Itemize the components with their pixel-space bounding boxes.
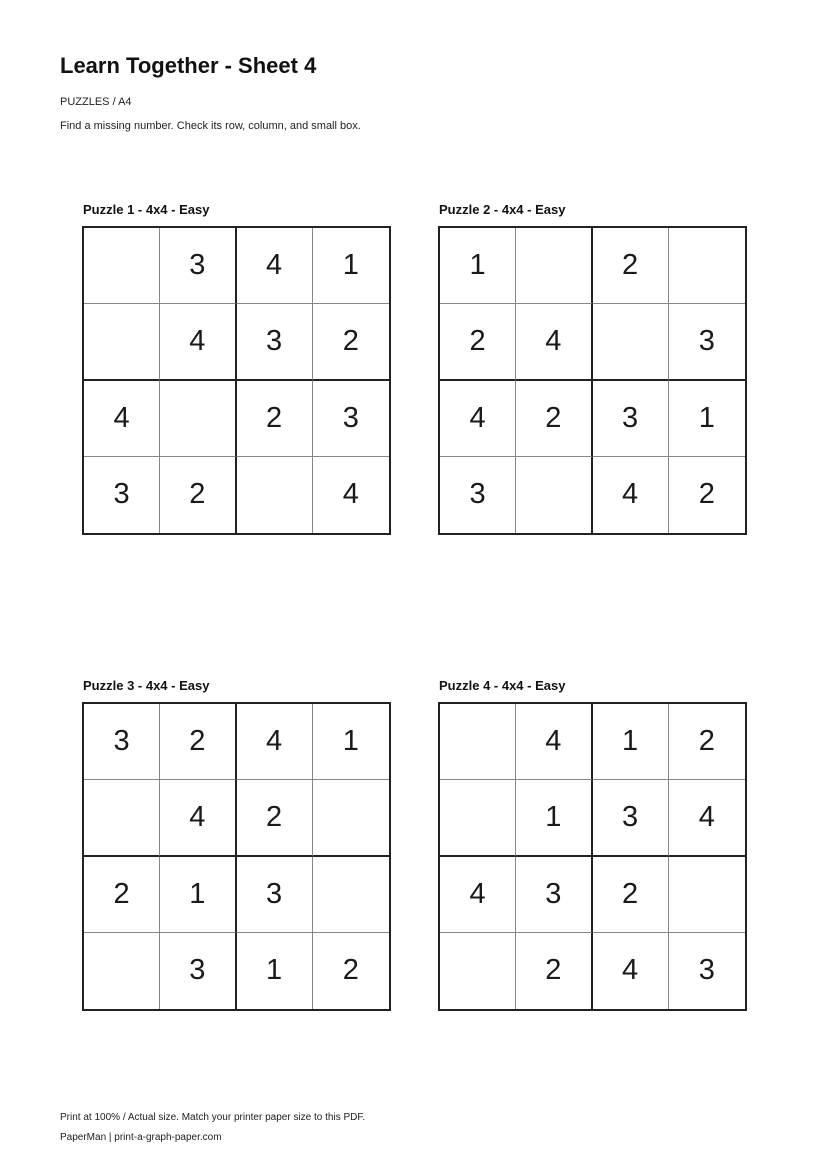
- grid-cell-r2-c3: 3: [593, 780, 669, 856]
- grid-cell-r4-c2: [516, 457, 592, 533]
- grid-cell-r2-c4: [313, 780, 389, 856]
- grid-cell-r3-c1: 4: [440, 857, 516, 933]
- page-subtitle: PUZZLES / A4: [60, 96, 132, 108]
- grid-cell-r3-c1: 4: [84, 381, 160, 457]
- grid-cell-r4-c1: 3: [440, 457, 516, 533]
- grid-cell-r1-c4: 1: [313, 228, 389, 304]
- grid-cell-r3-c4: [313, 857, 389, 933]
- grid-cell-r2-c3: 2: [237, 780, 313, 856]
- grid-cell-r3-c3: 3: [237, 857, 313, 933]
- footer-print-note: Print at 100% / Actual size. Match your printer paper size to this PDF.: [60, 1112, 366, 1123]
- grid-cell-r2-c4: 3: [669, 304, 745, 380]
- grid-cell-r3-c4: 1: [669, 381, 745, 457]
- grid-cell-r2-c4: 4: [669, 780, 745, 856]
- sudoku-grid: [438, 702, 747, 1011]
- footer-brand: PaperMan | print-a-graph-paper.com: [60, 1132, 222, 1143]
- grid-cell-r3-c2: [160, 381, 236, 457]
- grid-cell-r1-c1: [440, 704, 516, 780]
- puzzle-title: Puzzle 1 - 4x4 - Easy: [83, 202, 210, 217]
- puzzle-title: Puzzle 3 - 4x4 - Easy: [83, 678, 210, 693]
- grid-cell-r3-c3: 2: [237, 381, 313, 457]
- grid-cell-r3-c1: 4: [440, 381, 516, 457]
- grid-cell-r1-c3: 4: [237, 228, 313, 304]
- grid-cell-r1-c4: 2: [669, 704, 745, 780]
- grid-cell-r1-c3: 1: [593, 704, 669, 780]
- grid-cell-r2-c3: 3: [237, 304, 313, 380]
- grid-cell-r1-c2: 2: [160, 704, 236, 780]
- grid-cell-r2-c3: [593, 304, 669, 380]
- grid-cell-r3-c4: [669, 857, 745, 933]
- grid-cell-r1-c4: 1: [313, 704, 389, 780]
- grid-cell-r4-c4: 3: [698, 954, 715, 987]
- grid-cell-r2-c2: 4: [160, 304, 236, 380]
- grid-cell-r3-c2: 2: [516, 381, 592, 457]
- grid-cell-r3-c3: 2: [593, 857, 669, 933]
- puzzle-title: Puzzle 2 - 4x4 - Easy: [439, 202, 566, 217]
- grid-cell-r1-c4: [669, 228, 745, 304]
- grid-cell-r1-c1: [84, 228, 160, 304]
- grid-cell-r4-c1: 3: [84, 457, 160, 533]
- page-title: Learn Together - Sheet 4: [60, 53, 317, 78]
- puzzle-title: Puzzle 4 - 4x4 - Easy: [439, 678, 566, 693]
- grid-cell-r2-c1: [84, 304, 160, 380]
- grid-cell-r2-c2: 4: [516, 304, 592, 380]
- sudoku-grid: [438, 226, 747, 535]
- grid-cell-r3-c4: 3: [313, 381, 389, 457]
- grid-cell-r2-c2: 1: [516, 780, 592, 856]
- grid-cell-r4-c1: [440, 933, 516, 1009]
- grid-cell-r3-c3: 3: [593, 381, 669, 457]
- instructions-text: Find a missing number. Check its row, column, and small box.: [60, 120, 361, 132]
- grid-cell-r1-c3: 2: [593, 228, 669, 304]
- grid-cell-r4-c3: 1: [237, 933, 313, 1009]
- grid-cell-r4-c3: 4: [593, 933, 669, 1009]
- grid-cell-r1-c2: 4: [516, 704, 592, 780]
- grid-cell-r1-c2: [516, 228, 592, 304]
- grid-cell-r4-c3: [237, 457, 313, 533]
- sudoku-grid: [82, 702, 391, 1011]
- grid-cell-r2-c1: [440, 780, 516, 856]
- grid-cell-r4-c4: 4: [342, 478, 359, 511]
- grid-cell-r4-c4: 2: [342, 954, 359, 987]
- grid-cell-r4-c4: 2: [698, 478, 715, 511]
- grid-cell-r4-c2: 2: [160, 457, 236, 533]
- grid-cell-r4-c2: 2: [516, 933, 592, 1009]
- sudoku-grid: [82, 226, 391, 535]
- grid-cell-r1-c1: 1: [440, 228, 516, 304]
- grid-cell-r2-c1: 2: [440, 304, 516, 380]
- grid-cell-r2-c4: 2: [313, 304, 389, 380]
- grid-cell-r3-c2: 1: [160, 857, 236, 933]
- grid-cell-r4-c1: [84, 933, 160, 1009]
- grid-cell-r2-c2: 4: [160, 780, 236, 856]
- grid-cell-r1-c2: 3: [160, 228, 236, 304]
- grid-cell-r2-c1: [84, 780, 160, 856]
- grid-cell-r4-c3: 4: [593, 457, 669, 533]
- grid-cell-r3-c1: 2: [84, 857, 160, 933]
- grid-cell-r3-c2: 3: [516, 857, 592, 933]
- grid-cell-r1-c1: 3: [84, 704, 160, 780]
- grid-cell-r1-c3: 4: [237, 704, 313, 780]
- grid-cell-r4-c2: 3: [160, 933, 236, 1009]
